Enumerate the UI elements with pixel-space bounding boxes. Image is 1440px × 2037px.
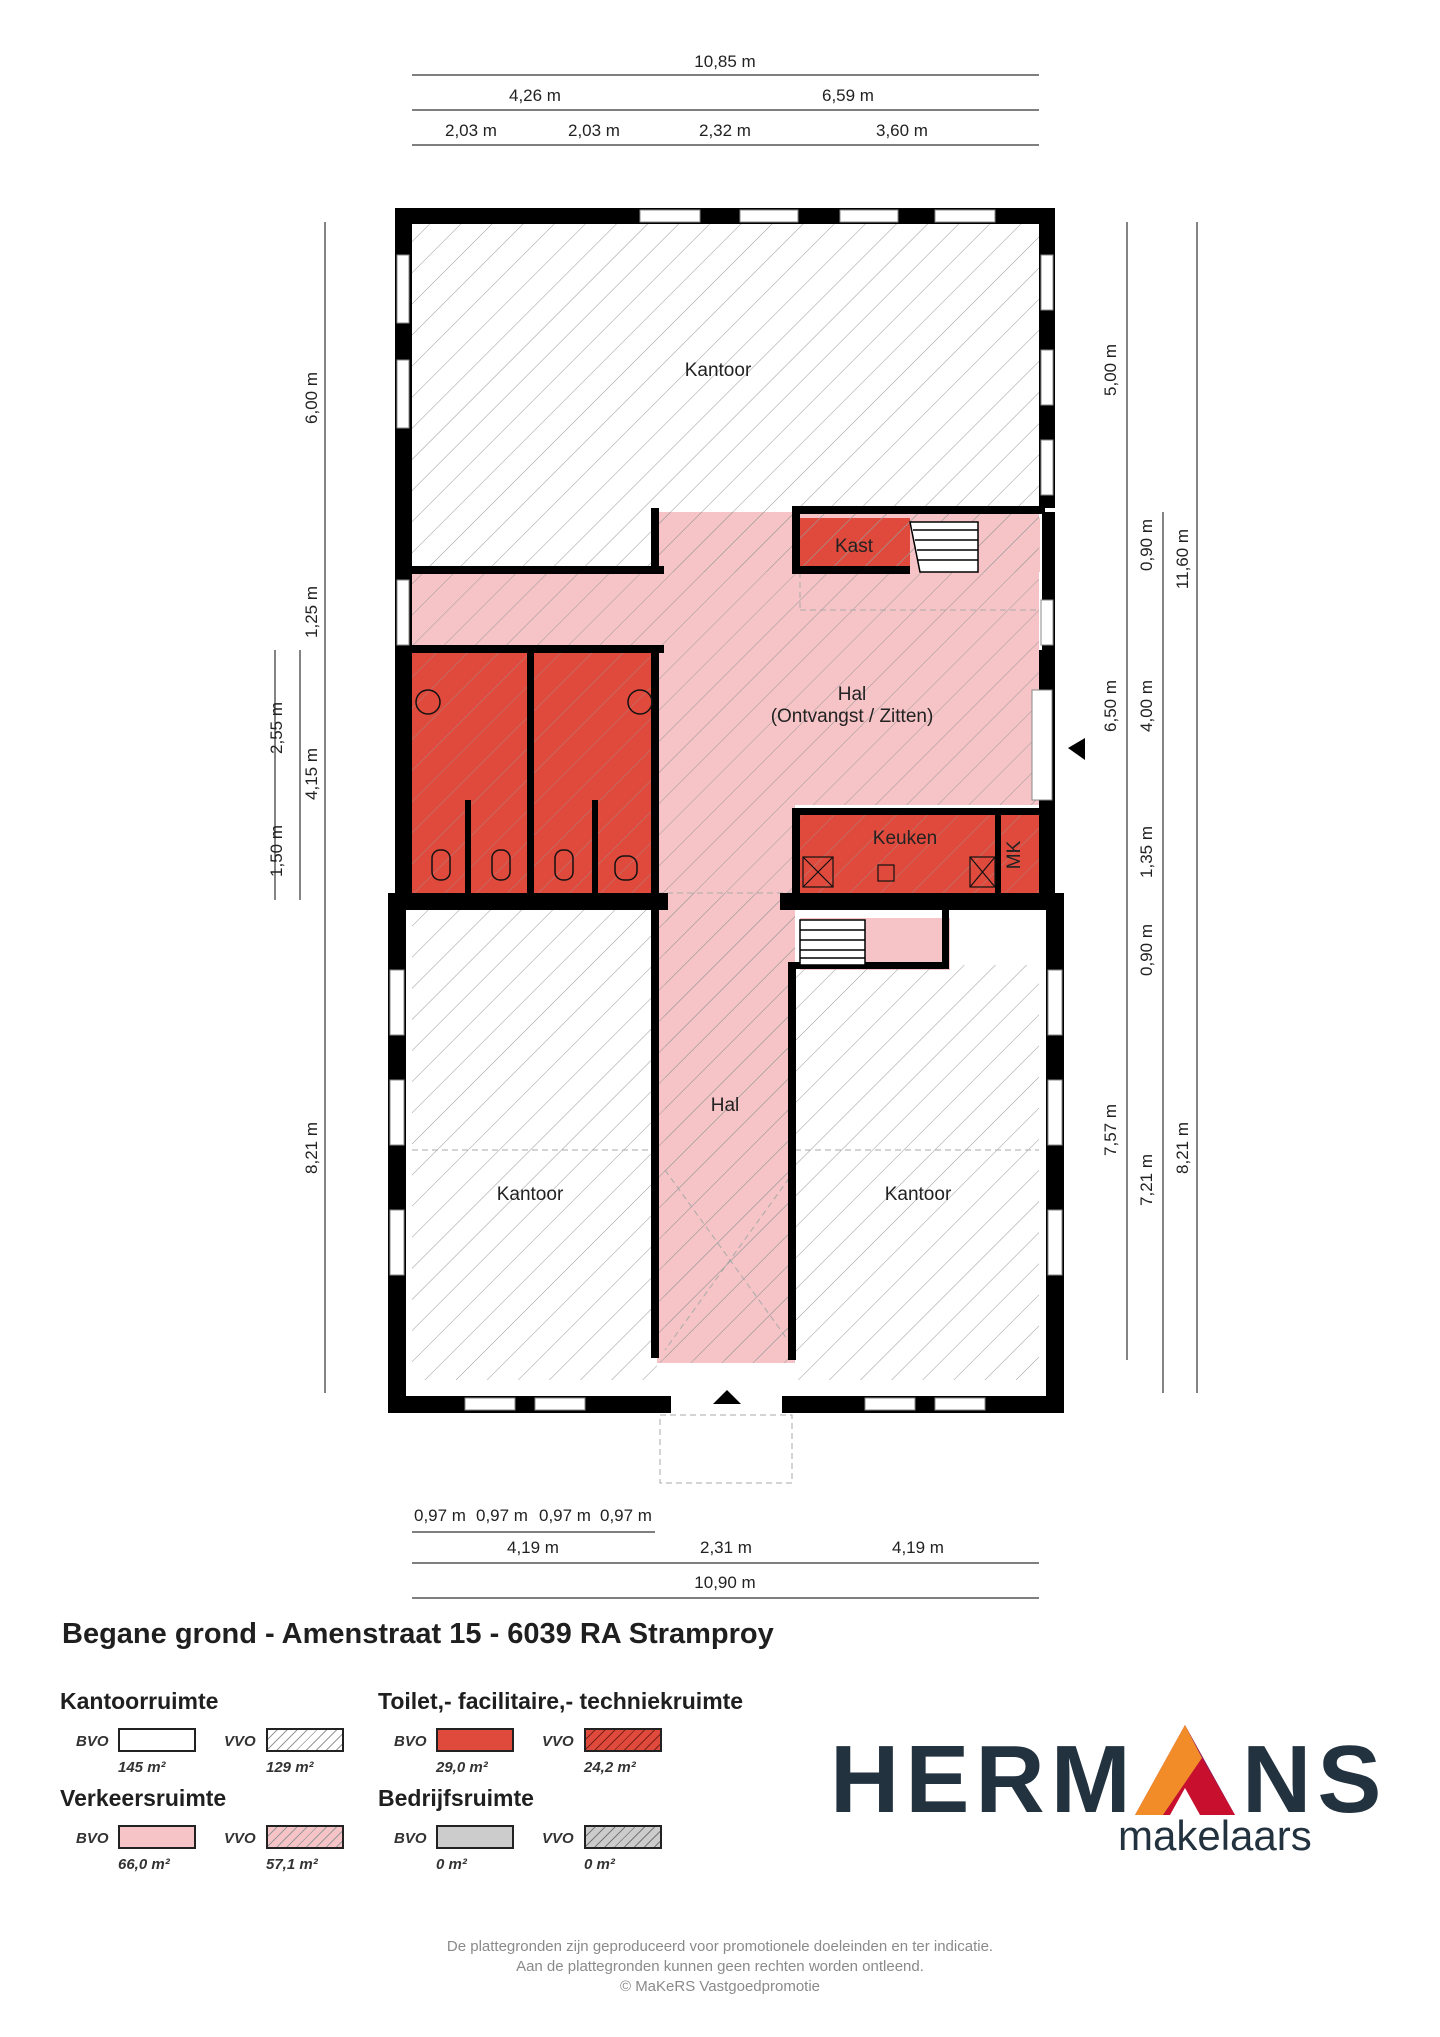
legend-verkeer-vvo-swatch bbox=[266, 1825, 344, 1849]
hatch-overlay bbox=[412, 222, 1039, 1380]
dim-right-j: 8,21 m bbox=[1173, 1122, 1192, 1174]
dim-top-total: 10,85 m bbox=[694, 52, 756, 71]
svg-text:NS: NS bbox=[1242, 1726, 1388, 1833]
dim-top-right: 6,59 m bbox=[822, 86, 874, 105]
entrance-arrow-right bbox=[1068, 738, 1085, 760]
dim-left-b: 1,25 m bbox=[302, 586, 321, 638]
room-hal-main-sub: (Ontvangst / Zitten) bbox=[770, 706, 934, 727]
legend-kantoor-bvo-swatch bbox=[118, 1728, 196, 1752]
dim-right-e: 4,00 m bbox=[1137, 680, 1156, 732]
dim-left-e: 1,50 m bbox=[267, 825, 286, 877]
disclaimer-line-3: © MaKeRS Vastgoedpromotie bbox=[619, 1978, 821, 1995]
legend-toilet-vvo-value: 24,2 m² bbox=[584, 1759, 636, 1776]
legend-kantoor-bvo-value: 145 m² bbox=[118, 1759, 166, 1776]
legend-kantoor-vvo-value: 129 m² bbox=[266, 1759, 314, 1776]
dim-bottom-d: 0,97 m bbox=[600, 1506, 652, 1525]
legend-verkeer-heading: Verkeersruimte bbox=[60, 1785, 227, 1811]
dim-right-h: 7,57 m bbox=[1101, 1104, 1120, 1156]
dim-top-c: 2,32 m bbox=[699, 121, 751, 140]
dim-bottom-a: 0,97 m bbox=[414, 1506, 466, 1525]
legend-toilet-heading: Toilet,- facilitaire,- techniekruimte bbox=[378, 1688, 744, 1714]
legend-toilet-vvo-swatch bbox=[584, 1728, 662, 1752]
room-kantoor-top: Kantoor bbox=[684, 360, 752, 381]
dim-top-a: 2,03 m bbox=[445, 121, 497, 140]
dim-right-a: 5,00 m bbox=[1101, 344, 1120, 396]
svg-text:HERM: HERM bbox=[830, 1726, 1137, 1833]
legend-kantoor-vvo-swatch bbox=[266, 1728, 344, 1752]
dim-left-a: 6,00 m bbox=[302, 372, 321, 424]
legend-verkeer-vvo-value: 57,1 m² bbox=[266, 1856, 318, 1873]
legend-kantoor-heading: Kantoorruimte bbox=[60, 1688, 219, 1714]
legend-kantoor-vvo-label: VVO bbox=[224, 1733, 256, 1750]
dim-top-d: 3,60 m bbox=[876, 121, 928, 140]
legend-toilet-bvo-value: 29,0 m² bbox=[436, 1759, 488, 1776]
entrance-arrow-bottom bbox=[713, 1390, 741, 1404]
dim-right-g: 0,90 m bbox=[1137, 924, 1156, 976]
legend-verkeer-vvo-label: VVO bbox=[224, 1830, 256, 1847]
dim-left-f: 8,21 m bbox=[302, 1122, 321, 1174]
dim-left-c: 2,55 m bbox=[267, 702, 286, 754]
legend-bedrijf-bvo-swatch bbox=[436, 1825, 514, 1849]
dim-right-f: 1,35 m bbox=[1137, 826, 1156, 878]
legend-bedrijf-vvo-label: VVO bbox=[542, 1830, 574, 1847]
legend-bedrijf-bvo-label: BVO bbox=[394, 1830, 427, 1847]
dim-left-d: 4,15 m bbox=[302, 748, 321, 800]
room-kantoor-left: Kantoor bbox=[496, 1184, 564, 1205]
entry-porch bbox=[660, 1415, 792, 1483]
legend-toilet-bvo-swatch bbox=[436, 1728, 514, 1752]
legend-kantoor-bvo-label: BVO bbox=[76, 1733, 109, 1750]
legend-verkeer-bvo-label: BVO bbox=[76, 1830, 109, 1847]
room-hal-main: Hal bbox=[837, 684, 867, 705]
disclaimer-line-1: De plattegronden zijn geproduceerd voor promotionele doeleinden en ter indicatie. bbox=[446, 1938, 994, 1955]
dim-top-left: 4,26 m bbox=[509, 86, 561, 105]
disclaimer-line-2: Aan de plattegronden kunnen geen rechten worden ontleend. bbox=[516, 1958, 924, 1975]
dim-top-b: 2,03 m bbox=[568, 121, 620, 140]
dim-bottom-b: 0,97 m bbox=[476, 1506, 528, 1525]
logo-subtitle: makelaars bbox=[1118, 1812, 1312, 1859]
dim-bottom-mid: 2,31 m bbox=[700, 1538, 752, 1557]
room-kast: Kast bbox=[834, 536, 874, 557]
legend-bedrijf-vvo-swatch bbox=[584, 1825, 662, 1849]
legend-verkeer-bvo-value: 66,0 m² bbox=[118, 1856, 170, 1873]
legend-bedrijf-heading: Bedrijfsruimte bbox=[378, 1785, 534, 1811]
dim-bottom-left: 4,19 m bbox=[507, 1538, 559, 1557]
room-keuken: Keuken bbox=[872, 828, 938, 849]
dim-bottom-c: 0,97 m bbox=[539, 1506, 591, 1525]
legend-bedrijf-vvo-value: 0 m² bbox=[584, 1856, 615, 1873]
dim-right-c: 11,60 m bbox=[1173, 528, 1192, 590]
legend-toilet-bvo-label: BVO bbox=[394, 1733, 427, 1750]
legend-bedrijf-bvo-value: 0 m² bbox=[436, 1856, 467, 1873]
dim-bottom-total: 10,90 m bbox=[694, 1573, 756, 1592]
room-mk: MK bbox=[1004, 840, 1025, 870]
legend-verkeer-bvo-swatch bbox=[118, 1825, 196, 1849]
dim-bottom-right: 4,19 m bbox=[892, 1538, 944, 1557]
dim-right-i: 7,21 m bbox=[1137, 1154, 1156, 1206]
dim-right-b: 0,90 m bbox=[1137, 519, 1156, 571]
page-title: Begane grond - Amenstraat 15 - 6039 RA Stramproy bbox=[62, 1618, 774, 1650]
legend-toilet-vvo-label: VVO bbox=[542, 1733, 574, 1750]
room-kantoor-right: Kantoor bbox=[884, 1184, 952, 1205]
room-hal-lower: Hal bbox=[710, 1095, 740, 1116]
dim-right-d: 6,50 m bbox=[1101, 680, 1120, 732]
